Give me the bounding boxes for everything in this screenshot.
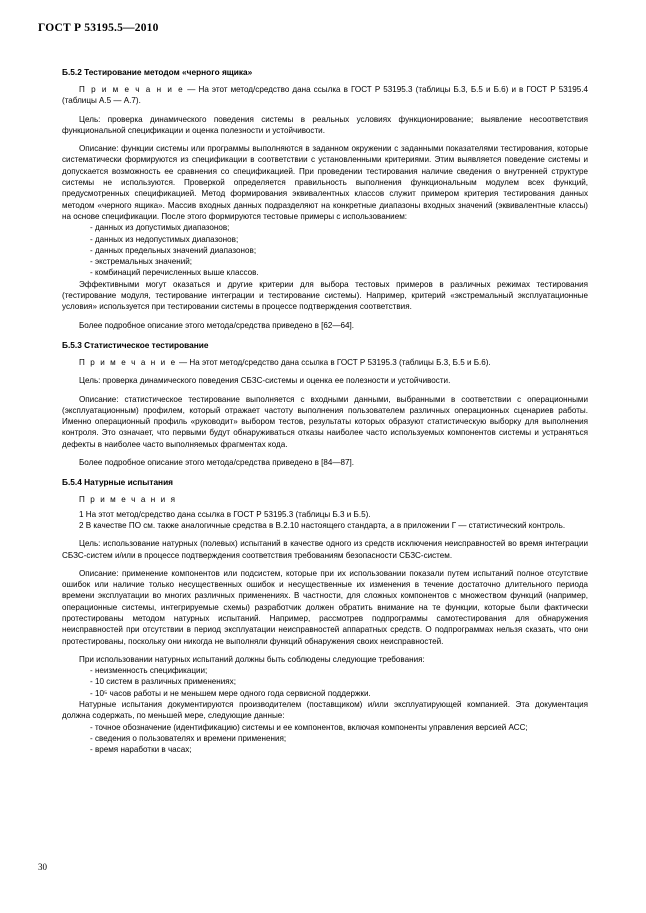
paragraph-purpose-b54: Цель: использование натурных (полевых) испытаний в качестве одного из средств исключения неисправностей во время интеграции СБЗС-систем и/или в процессе подтверждения соответствия требованиям безопасности СБЗС-систем. bbox=[62, 539, 588, 560]
note-text: — На этот метод/средство дана ссылка в ГОСТ Р 53195.3 (таблицы Б.3, Б.5 и Б.6). bbox=[176, 357, 491, 367]
list-item: - данных предельных значений диапазонов; bbox=[90, 245, 257, 255]
note-label: П р и м е ч а н и е bbox=[79, 85, 185, 94]
list-item: - точное обозначение (идентификацию) системы и ее компонентов, включая компоненты управления версией АСС; bbox=[90, 722, 528, 732]
note-text: — На этот метод/средство дана ссылка в ГОСТ Р 53195.3 (таблицы Б.3, Б.5 и Б.6) и в ГОСТ Р 53195.4 (таблицы А.5 — А.7). bbox=[62, 85, 588, 106]
list-item: - сведения о пользователях и времени применения; bbox=[90, 733, 287, 743]
note-b52 bbox=[62, 84, 588, 107]
section-heading-b53: Б.5.3 Статистическое тестирование bbox=[62, 339, 209, 350]
note-b53 bbox=[62, 357, 588, 368]
paragraph-criteria-b52: Эффективными могут оказаться и другие критерии для выбора тестовых примеров в различных режимах тестирования (тестирование модуля, тестирование интеграции и тестирование системы). Например, критерий «экстремальный эксплуатационные условия» используется при тестировании системы в процессе подтверждения соответствия. bbox=[62, 279, 588, 312]
paragraph-description-b53: Описание: статистическое тестирование выполняется с входными данными, выбранными в соответствии с операционными (эксплуатационным) профилем, который отражает частоту выполнения пользователем различных операционных сценариев работы. Именно операционный профиль «руководит» выбором тестов, результаты которых образуют статистическую выборку для выполнения контроля. Это означает, что первыми будут обнаруживаться отказы наиболее часто используемых компонентов системы и устраняться дефекты в наиболее часто выполняемых фрагментах кода. bbox=[62, 394, 588, 449]
paragraph-purpose-b52: Цель: проверка динамического поведения системы в реальных условиях функционирование; выявление несоответствия функциональной спецификации и оценка полезности и устойчивости. bbox=[62, 114, 588, 135]
paragraph-reference-b52: Более подробное описание этого метода/средства приведено в [62—64]. bbox=[79, 320, 354, 330]
numbered-note-1: 1 На этот метод/средство дана ссылка в ГОСТ Р 53195.3 (таблицы Б.3 и Б.5). bbox=[79, 509, 371, 519]
note-label: П р и м е ч а н и е bbox=[79, 357, 177, 367]
section-heading-b54: Б.5.4 Натурные испытания bbox=[62, 477, 174, 488]
list-item: - 10⁵ часов работы и не меньшем мере одного года сервисной поддержки. bbox=[90, 688, 371, 698]
list-item: - комбинаций перечисленных выше классов. bbox=[90, 268, 259, 278]
paragraph-reference-b53: Более подробное описание этого метода/средства приведено в [84—87]. bbox=[79, 458, 354, 468]
page-number: 30 bbox=[38, 862, 47, 872]
list-item: - 10 систем в различных применениях; bbox=[90, 677, 236, 687]
paragraph-requirements-intro-b54: При использовании натурных испытаний должны быть соблюдены следующие требования: bbox=[79, 654, 425, 664]
page-header: ГОСТ Р 53195.5—2010 bbox=[38, 22, 159, 34]
list-item: - экстремальных значений; bbox=[90, 257, 193, 267]
list-item: - данных из недопустимых диапазонов; bbox=[90, 234, 239, 244]
document-body bbox=[62, 58, 588, 756]
numbered-note-2: 2 В качестве ПО см. также аналогичные средства в В.2.10 настоящего стандарта, а в приложении Г — статистический контроль. bbox=[79, 520, 566, 530]
list-item: - неизменность спецификации; bbox=[90, 666, 208, 676]
paragraph-purpose-b53: Цель: проверка динамического поведения СБЗС-системы и оценка ее полезности и устойчивости. bbox=[79, 376, 451, 386]
paragraph-documentation-b54: Натурные испытания документируются производителем (поставщиком) и/или эксплуатирующей компанией. Эта документация должна содержать, по меньшей мере, следующие данные: bbox=[62, 700, 588, 721]
notes-title-b54: П р и м е ч а н и я bbox=[79, 495, 177, 505]
section-heading-b52: Б.5.2 Тестирование методом «черного ящика» bbox=[62, 67, 253, 77]
list-item: - данных из допустимых диапазонов; bbox=[90, 223, 230, 233]
paragraph-description-b52: Описание: функции системы или программы выполняются в заданном окружении с заданными показателями тестирования, которые систематически формируются из спецификации в соответствии с установленными критериями. Этим выявляется поведение системы и допускается возможность ее сравнения со спецификацией. При проведении тестирования наличие сведения о внутренней структуре системы не используются. Проверкой определяется правильность выполнения функциональным модулем всех функций, предусмотренных спецификацией. Метод формирования эквивалентных классов служит примером критерия тестирования данных методом «черного ящика». Массив входных данных подразделяют на конкретные диапазоны входных значений (эквивалентные классы) на основе спецификации. После этого формируются тестовые примеры с использованием: bbox=[62, 144, 588, 221]
paragraph-description-b54: Описание: применение компонентов или подсистем, которые при их использовании показали путем испытаний полное отсутствие ошибок или наличие только несущественных ошибок и несущественные их изменения в течение достаточно длительного периода времени эксплуатации во многих различных применениях. В частности, для сложных компонентов с множеством функций (например, операционные системы, интегрируемые схемы) разработчик должен обратить внимание на те функции, которые были фактически протестированы методом натурных испытаний. Например, рассмотрев подпрограммы самотестирования для обнаружения неисправностей при отсутствии в период эксплуатации неисправностей аппаратных средств. О подпрограммах нельзя сказать, что они протестированы, поскольку они никогда не выполняли функций обнаружения своих неисправностей. bbox=[62, 568, 588, 646]
list-item: - время наработки в часах; bbox=[90, 745, 192, 755]
